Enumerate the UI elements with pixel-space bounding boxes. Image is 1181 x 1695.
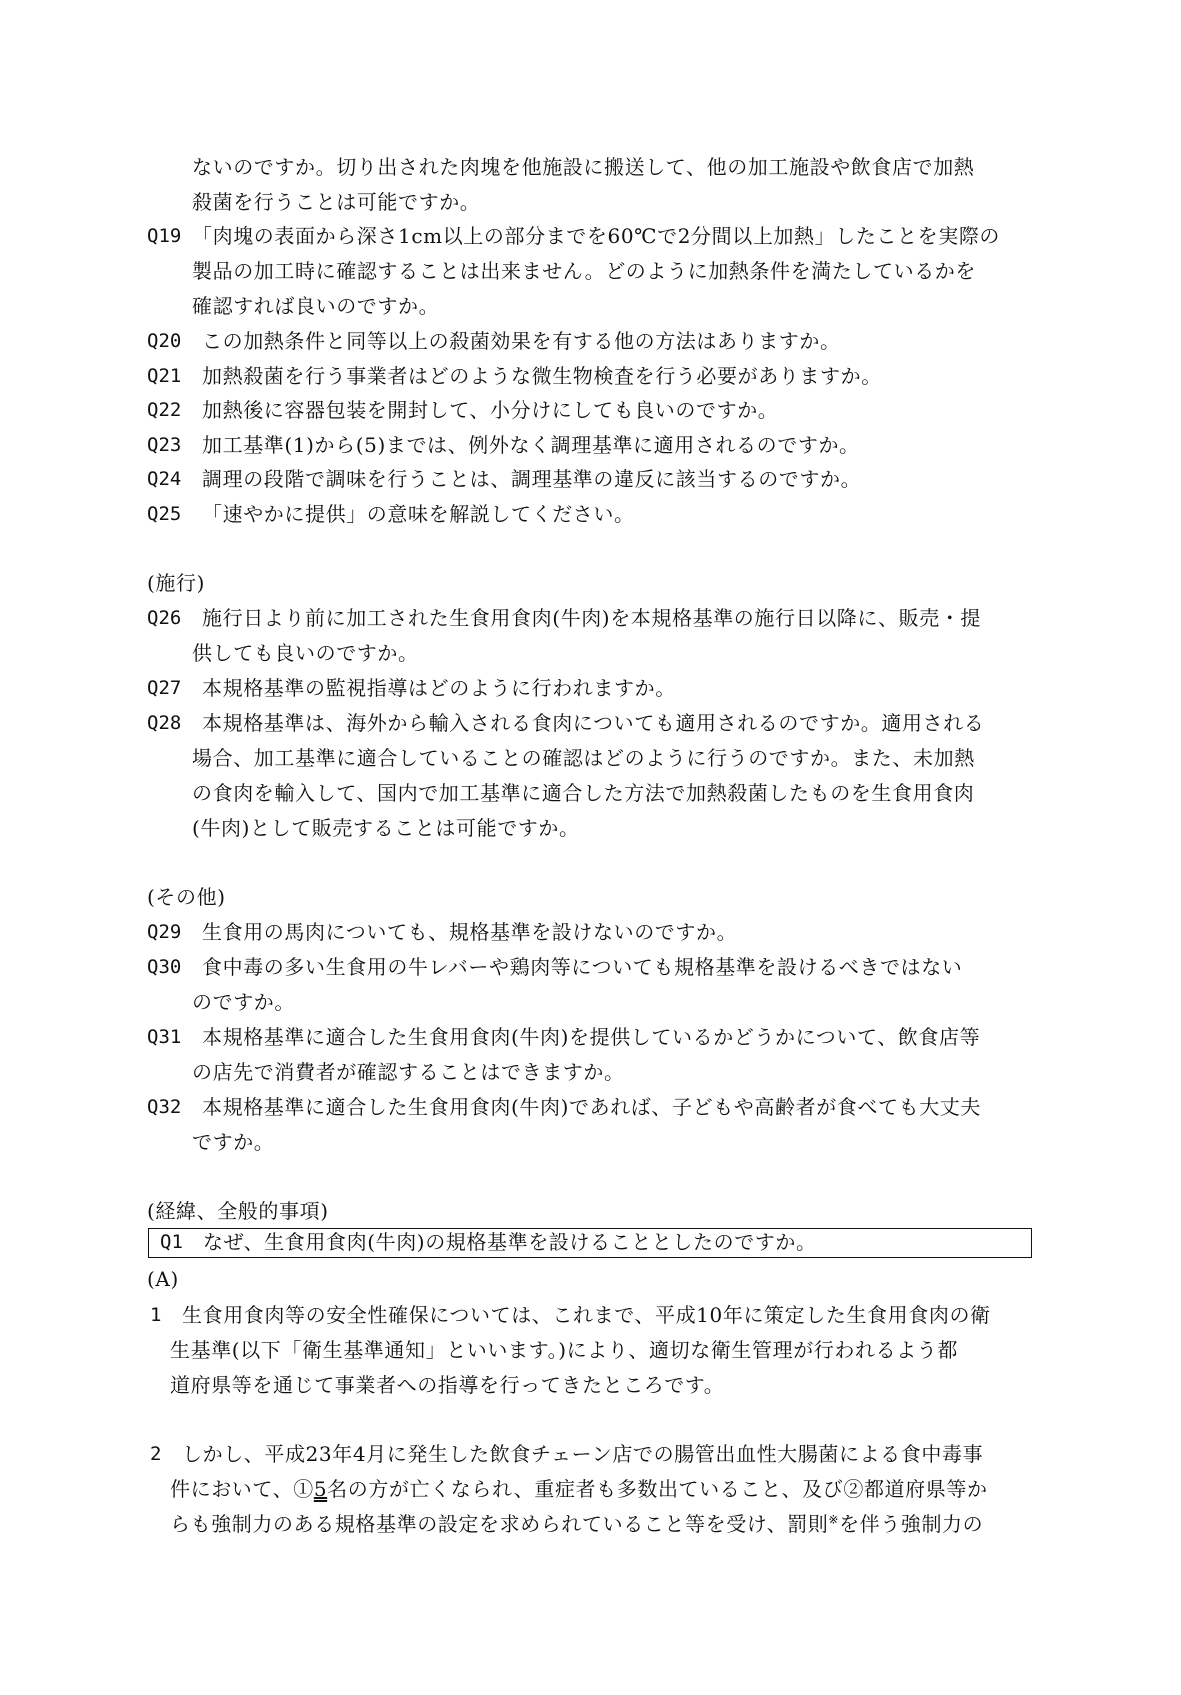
answer-2-line-2-end: 名の方が亡くなられ、重症者も多数出ていること、及び②都道府県等か (327, 1477, 988, 1501)
q19-text-line-3: 確認すれば良いのですか。 (192, 294, 440, 318)
question-number-q26: Q26 (147, 607, 182, 629)
question-number-q25: Q25 (147, 503, 182, 525)
q30-text-line-1: 食中毒の多い生食用の牛レバーや鶏肉等についても規格基準を設けるべきではない (202, 955, 963, 979)
question-number-q1: Q1 (160, 1231, 183, 1253)
question-number-q27: Q27 (147, 677, 182, 699)
question-number-q19: Q19 (147, 225, 182, 247)
footnote-mark: ※ (828, 1512, 840, 1527)
deaths-count-underlined: 5 (313, 1477, 328, 1501)
q18-continuation-line-2: 殺菌を行うことは可能ですか。 (192, 190, 481, 214)
section-heading-other: (その他) (147, 885, 226, 909)
q27-text: 本規格基準の監視指導はどのように行われますか。 (202, 676, 676, 700)
answer-label: (A) (147, 1267, 179, 1291)
answer-2-line-1: しかし、平成23年4月に発生した飲食チェーン店での腸管出血性大腸菌による食中毒事 (182, 1442, 984, 1466)
q21-text: 加熱殺菌を行う事業者はどのような微生物検査を行う必要がありますか。 (202, 364, 882, 388)
question-number-q23: Q23 (147, 434, 182, 456)
question-number-q28: Q28 (147, 712, 182, 734)
q31-text-line-2: の店先で消費者が確認することはできますか。 (192, 1060, 625, 1084)
q28-text-line-2: 場合、加工基準に適合していることの確認はどのように行うのですか。また、未加熱 (192, 746, 975, 770)
q25-text: 「速やかに提供」の意味を解説してください。 (202, 502, 635, 526)
q31-text-line-1: 本規格基準に適合した生食用食肉(牛肉)を提供しているかどうかについて、飲食店等 (202, 1025, 981, 1049)
answer-1-line-1: 生食用食肉等の安全性確保については、これまで、平成10年に策定した生食用食肉の衛 (182, 1303, 991, 1327)
q22-text: 加熱後に容器包装を開封して、小分けにしても良いのですか。 (202, 398, 779, 422)
answer-2-line-3-end: を伴う強制力の (839, 1512, 984, 1536)
question-number-q24: Q24 (147, 468, 182, 490)
q28-text-line-4: (牛肉)として販売することは可能ですか。 (192, 816, 580, 840)
answer-paragraph-number-2: 2 (150, 1443, 162, 1465)
q30-text-line-2: のですか。 (192, 990, 295, 1014)
q26-text-line-1: 施行日より前に加工された生食用食肉(牛肉)を本規格基準の施行日以降に、販売・提 (202, 606, 982, 630)
answer-1-line-3: 道府県等を通じて事業者への指導を行ってきたところです。 (170, 1373, 725, 1397)
answer-paragraph-number-1: 1 (150, 1304, 162, 1326)
question-number-q29: Q29 (147, 921, 182, 943)
q28-text-line-3: の食肉を輸入して、国内で加工基準に適合した方法で加熱殺菌したものを生食用食肉 (192, 781, 975, 805)
q1-text: なぜ、生食用食肉(牛肉)の規格基準を設けることとしたのですか。 (203, 1230, 817, 1254)
answer-2-line-2-start: 件において、① (170, 1477, 314, 1501)
question-number-q22: Q22 (147, 399, 182, 421)
q29-text: 生食用の馬肉についても、規格基準を設けないのですか。 (202, 920, 738, 944)
section-heading-background: (経緯、全般的事項) (147, 1199, 329, 1223)
q26-text-line-2: 供しても良いのですか。 (192, 641, 419, 665)
q23-text: 加工基準(1)から(5)までは、例外なく調理基準に適用されるのですか。 (202, 433, 860, 457)
q32-text-line-2: ですか。 (192, 1130, 275, 1154)
q32-text-line-1: 本規格基準に適合した生食用食肉(牛肉)であれば、子どもや高齢者が食べても大丈夫 (202, 1095, 982, 1119)
answer-2-line-3-start: らも強制力のある規格基準の設定を求められていること等を受け、罰則 (170, 1512, 829, 1536)
q24-text: 調理の段階で調味を行うことは、調理基準の違反に該当するのですか。 (202, 467, 862, 491)
answer-2-line-3 (170, 1507, 983, 1541)
q20-text: この加熱条件と同等以上の殺菌効果を有する他の方法はありますか。 (202, 329, 841, 353)
answer-2-line-2 (170, 1472, 988, 1506)
question-number-q30: Q30 (147, 956, 182, 978)
answer-1-line-2: 生基準(以下「衛生基準通知」といいます。)により、適切な衛生管理が行われるよう都 (170, 1338, 959, 1362)
q19-text-line-2: 製品の加工時に確認することは出来ません。どのように加熱条件を満たしているかを (192, 259, 976, 283)
question-number-q21: Q21 (147, 365, 182, 387)
question-number-q32: Q32 (147, 1096, 182, 1118)
question-number-q31: Q31 (147, 1026, 182, 1048)
q28-text-line-1: 本規格基準は、海外から輸入される食肉についても適用されるのですか。適用される (202, 711, 985, 735)
section-heading-enforcement: (施行) (147, 571, 206, 595)
q19-text-line-1: 「肉塊の表面から深さ1cm以上の部分までを60℃で2分間以上加熱」したことを実際の (192, 224, 1001, 248)
question-number-q20: Q20 (147, 330, 182, 352)
q18-continuation-line-1: ないのですか。切り出された肉塊を他施設に搬送して、他の加工施設や飲食店で加熱 (192, 155, 975, 179)
